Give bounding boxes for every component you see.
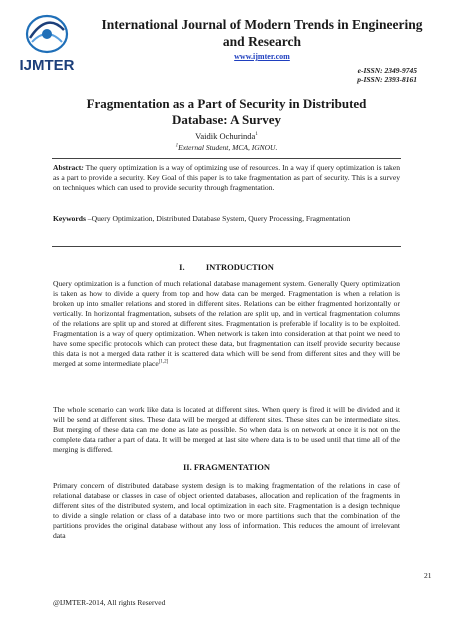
abstract-text: The query optimization is a way of optimizing use of resources. In a way if query optimization is taken as a part to provide a security. Key Goal of this paper is to take fragmentation as part of security. This is a survey on techniques which can used to provide security through fragmentation. xyxy=(53,163,400,192)
intro-paragraph-2: The whole scenario can work like data is located at different sites. When query is fired it will be divided and it will be send at different sites. These data will be merged at different sites. These sites can be intermediate sites. But merging of these data can me done as late as possible. So when data is on network at once it is not on the complete data rather a part of data. It will be merged at last site where data is to be used until that time all of the merging is differed. xyxy=(53,405,400,454)
divider-bottom xyxy=(52,246,401,247)
keywords xyxy=(53,214,400,224)
journal-title: International Journal of Modern Trends in Engineering and Research xyxy=(101,17,423,49)
keywords-label: Keywords xyxy=(53,214,86,223)
e-issn: e-ISSN: 2349-9745 xyxy=(357,66,417,75)
author-name: Vaidik Ochurinda$^1$ xyxy=(195,131,258,141)
logo-text: IJMTER xyxy=(19,57,75,74)
footer-copyright: @IJMTER-2014, All rights Reserved xyxy=(53,598,166,607)
abstract-label: Abstract xyxy=(53,163,82,172)
p-issn: p-ISSN: 2393-8161 xyxy=(357,75,417,84)
citation: [1,2] xyxy=(158,359,169,365)
fragmentation-paragraph-1: Primary concern of distributed database system design is to making fragmentation of the relations in case of relational database or classes in case of object oriented databases, allocation and replication of the fragments in different sites of the distributed system, and local optimization in each site. Fragmentation is a design technique to divide a single relation or class of a database into two or more partitions such that the combination of the partitions provides the original database without any loss of information. This reduces the amount of irrelevant data xyxy=(53,481,400,540)
divider-top xyxy=(52,158,401,159)
paper-title: Fragmentation as a Part of Security in Distributed Database: A Survey xyxy=(86,96,367,127)
author-superscript: 1 xyxy=(255,132,258,138)
page-number: 21 xyxy=(424,571,432,580)
logo-emblem xyxy=(27,16,67,52)
section-heading-introduction: I. INTRODUCTION xyxy=(179,262,274,272)
intro-paragraph-1: Query optimization is a function of much relational database management system. Generally Query optimization is taken as how to divide a query from top and how data can be merged. Fragmentation is when a relation is broken up into smaller relations and stored in different sites. Relations can be either fragmented horizontally or vertically. In horizontal fragmentation, subsets of the relation are split up, and in vertical fragmentation columns of the relations are split up and stored at different sites. Fragmentation is preferable if locality is to be exploited. Fragmentation is a way of query optimization. When network is taken into consideration at that point we need to have some specific protocols which can protect these data, but fragmentation can itself provide security because this data is not a merged data rather it is scattered data which will be send from different sites and they will be merged at some intermediate place[1,2] xyxy=(53,279,400,368)
keywords-text: –Query Optimization, Distributed Database System, Query Processing, Fragmentation xyxy=(85,214,351,223)
journal-url-link[interactable]: www.ijmter.com xyxy=(234,52,290,61)
abstract: Abstract: The query optimization is a way of optimizing use of resources. In a way if query optimization is taken as a part to provide a security. Key Goal of this paper is to take fragmentation as part of security. This is a survey on techniques which can used to provide security through fragmentation. xyxy=(53,163,400,192)
affiliation-superscript: 1 xyxy=(175,143,179,149)
section-heading-fragmentation: II. FRAGMENTATION xyxy=(182,462,271,472)
author-affiliation: $^1$External Student, MCA, IGNOU. xyxy=(175,143,278,152)
ijmter-logo xyxy=(16,12,78,78)
